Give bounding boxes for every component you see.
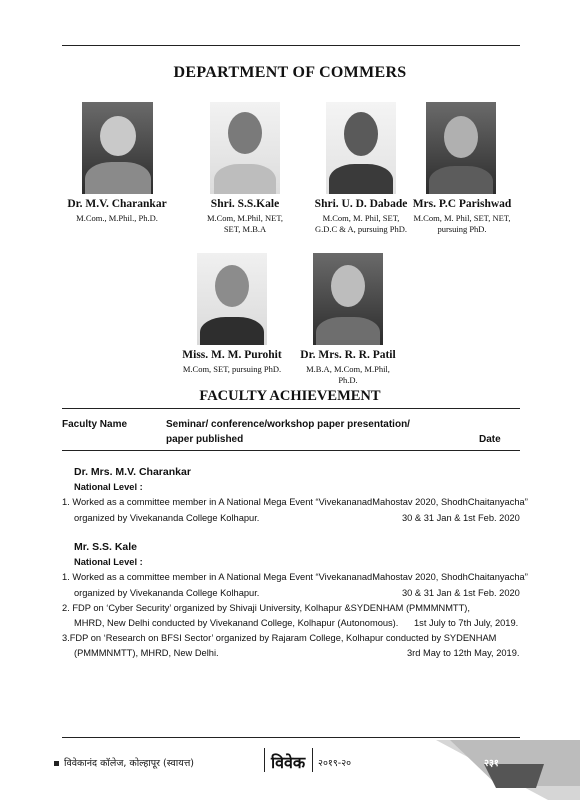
faculty-photo-dabade xyxy=(326,102,396,194)
footer-separator xyxy=(312,748,313,772)
entry-date: 3rd May to 12th May, 2019. xyxy=(407,648,520,658)
faculty-qualification: M.Com, M. Phil, SET, xyxy=(322,213,400,223)
faculty-qualification: G.D.C & A, pursuing PhD. xyxy=(314,224,408,234)
faculty-photo-kale xyxy=(210,102,280,194)
entry-item: 1. Worked as a committee member in A National Mega Event “VivekananadMahostav 2020, ShodhChaitanyacha” xyxy=(62,572,528,582)
entry-item-cont: organized by Vivekananda College Kolhapur. xyxy=(74,588,260,598)
entry-item: 2. FDP on ‘Cyber Security’ organized by Shivaji University, Kolhapur &SYDENHAM (PMMMNMTT), xyxy=(62,603,470,613)
faculty-name: Mrs. P.C Parishwad xyxy=(412,198,512,210)
col-activity-cont: paper published xyxy=(166,434,244,445)
footer-college: विवेकानंद कॉलेज, कोल्हापूर (स्वायत्त) xyxy=(64,758,194,769)
footer-rule xyxy=(62,737,520,738)
entry-item-cont: organized by Vivekananda College Kolhapur. xyxy=(74,513,260,523)
faculty-qualification: M.B.A, M.Com, M.Phil, xyxy=(306,364,390,374)
entry-level: National Level : xyxy=(74,557,143,567)
table-header-rule xyxy=(62,450,520,451)
footer-chevron-decoration xyxy=(436,740,580,800)
faculty-qualification: M.Com, M. Phil, SET, NET, xyxy=(413,213,511,223)
faculty-qualification: SET, M.B.A xyxy=(223,224,267,234)
footer-year: २०१९-२० xyxy=(318,758,352,769)
entry-date: 1st July to 7th July, 2019. xyxy=(414,618,519,628)
faculty-name: Dr. Mrs. R. R. Patil xyxy=(300,349,396,361)
footer-logo: विवेक xyxy=(271,753,306,772)
faculty-qualification: M.Com., M.Phil., Ph.D. xyxy=(76,213,158,223)
faculty-qualification: M.Com, M.Phil, NET, xyxy=(206,213,284,223)
faculty-photo-patil xyxy=(313,253,383,345)
entry-date: 30 & 31 Jan & 1st Feb. 2020 xyxy=(402,588,520,598)
faculty-name: Miss. M. M. Purohit xyxy=(182,349,282,361)
entry-item-cont: (PMMMNMTT), MHRD, New Delhi. xyxy=(74,648,219,658)
faculty-name: Dr. M.V. Charankar xyxy=(67,198,167,210)
faculty-name: Shri. U. D. Dabade xyxy=(314,198,408,210)
footer-bullet xyxy=(54,761,59,766)
table-top-rule xyxy=(62,408,520,409)
entry-name: Dr. Mrs. M.V. Charankar xyxy=(74,466,191,478)
entry-date: 30 & 31 Jan & 1st Feb. 2020 xyxy=(402,513,520,523)
faculty-qualification: M.Com, SET, pursuing PhD. xyxy=(182,364,282,374)
entry-item: 3.FDP on ‘Research on BFSI Sector’ organized by Rajaram College, Kolhapur conducted by SYDENHAM xyxy=(62,633,497,643)
col-date: Date xyxy=(479,434,501,445)
faculty-photo-parishwad xyxy=(426,102,496,194)
top-rule xyxy=(62,45,520,46)
achievement-title: FACULTY ACHIEVEMENT xyxy=(199,388,381,404)
page-number: २३१ xyxy=(484,758,499,769)
page-title: DEPARTMENT OF COMMERS xyxy=(173,64,407,81)
faculty-photo-purohit xyxy=(197,253,267,345)
footer-separator xyxy=(264,748,265,772)
faculty-photo-charankar xyxy=(82,102,153,194)
entry-level: National Level : xyxy=(74,482,143,492)
col-activity: Seminar/ conference/workshop paper presentation/ xyxy=(166,419,410,430)
col-faculty-name: Faculty Name xyxy=(62,419,128,430)
faculty-qualification: Ph.D. xyxy=(338,375,358,385)
entry-item-cont: MHRD, New Delhi conducted by Vivekanand College, Kolhapur (Autonomous). xyxy=(74,618,399,628)
faculty-name: Shri. S.S.Kale xyxy=(210,198,280,210)
entry-item: 1. Worked as a committee member in A National Mega Event “VivekananadMahostav 2020, ShodhChaitanyacha” xyxy=(62,497,528,507)
faculty-qualification: pursuing PhD. xyxy=(437,224,487,234)
entry-name: Mr. S.S. Kale xyxy=(74,541,138,553)
